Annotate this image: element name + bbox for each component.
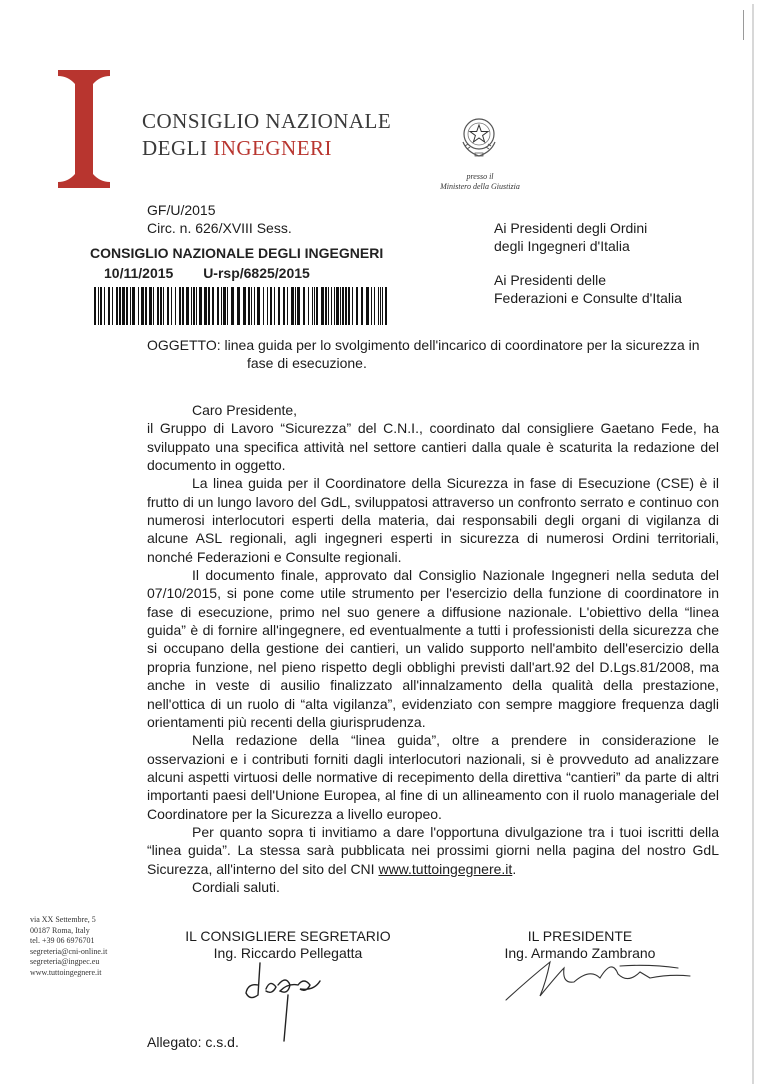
org-name-highlight: INGEGNERI (213, 136, 333, 160)
recipients (494, 219, 682, 307)
republic-emblem-icon (455, 112, 503, 160)
barcode-bar (348, 287, 350, 325)
barcode-bar (340, 287, 341, 325)
address-pec: segreteria@ingpec.eu (30, 957, 100, 966)
barcode-bar (208, 287, 210, 325)
barcode-bar (308, 287, 309, 325)
barcode-bar (270, 287, 272, 325)
cni-logo (58, 70, 110, 188)
president-handwritten-signature (500, 948, 700, 1004)
circular-number: Circ. n. 626/XVIII Sess. (147, 220, 292, 236)
barcode-bar (175, 287, 176, 325)
barcode-bar (371, 287, 372, 325)
greeting: Caro Presidente, (192, 402, 298, 418)
barcode-bar (352, 287, 353, 325)
ministry-line2: Ministero della Giustizia (440, 182, 520, 191)
barcode-bar (334, 287, 335, 325)
barcode-bar (303, 287, 305, 325)
barcode-bar (385, 287, 387, 325)
barcode-bar (116, 287, 118, 325)
barcode-bar (361, 287, 363, 325)
barcode-bar (231, 287, 234, 325)
barcode-bar (325, 287, 327, 325)
barcode-bar (167, 287, 169, 325)
secretary-handwritten-signature (228, 955, 338, 1045)
barcode-bar (138, 287, 139, 325)
address-website: www.tuttoingegnere.it (30, 967, 102, 977)
ministry-caption (410, 172, 550, 192)
barcode-bar (380, 287, 381, 325)
stamp-protocol: U-rsp/6825/2015 (203, 265, 310, 281)
barcode-bar (191, 287, 192, 325)
scan-edge (752, 4, 754, 1084)
barcode-bar (108, 287, 110, 325)
barcode-bar (141, 287, 144, 325)
stamp-row (90, 264, 383, 282)
barcode-bar (283, 287, 285, 325)
barcode-bar (186, 287, 189, 325)
body-paragraph-last: Per quanto sopra ti invitiamo a dare l'opportuna divulgazione tra i tuoi iscritti della “linea guida”. La stessa sarà pubblicata nei prossimi giorni nella pagina del nostro GdL Sicurezza, all'interno del sito del CNI www.tuttoingegnere.it. (147, 823, 719, 877)
ministry-line1: presso il (466, 172, 494, 181)
subject-line2: fase di esecuzione. (247, 355, 367, 371)
address-email: segreteria@cni-online.it (30, 946, 108, 956)
barcode-bar (366, 287, 369, 325)
body-paragraph: Il documento finale, approvato dal Consiglio Nazionale Ingegneri nella seduta del 07/10/2015, si pone come utile strumento per l'esercizio della funzione di coordinatore in fase di esecuzione, primo nel suo genere a diffusione nazionale. L'obiettivo della “linea guida” è di fornire all'ingegnere, ed eventualmente a tutti i professionisti della sicurezza che si occupano della gestione dei cantieri, un valido supporto nell'ambito dell'esercizio della propria funzione, nel pieno rispetto degli obblighi previsti dall'art.92 del D.Lgs.81/2008, ma anche in veste di ausilio finalizzato all'innalzamento della qualità della prestazione, nell'ottica di un ruolo di “alta vigilanza”, evidenziato con sempre maggiore frequenza dagli orientamenti più recenti della giurisprudenza. (147, 567, 719, 730)
address-line: tel. +39 06 6976701 (30, 936, 95, 945)
address-line: 00187 Roma, Italy (30, 925, 90, 935)
reference-block (147, 201, 292, 237)
barcode-bar (149, 287, 152, 325)
scan-edge-mark (743, 10, 744, 40)
contact-address (30, 915, 107, 978)
barcode-bar (251, 287, 252, 325)
barcode-bar (342, 287, 344, 325)
reference-code: GF/U/2015 (147, 202, 216, 218)
address-line: via XX Settembre, 5 (30, 915, 96, 924)
recipient-line: degli Ingegneri d'Italia (494, 238, 630, 254)
website-link[interactable]: www.tuttoingegnere.it (378, 860, 513, 877)
barcode-bar (254, 287, 255, 325)
barcode-bar (100, 287, 102, 325)
recipient-line: Ai Presidenti degli Ordini (494, 220, 648, 236)
barcode-bar (94, 287, 96, 325)
barcode-bar (217, 287, 219, 325)
barcode-bar (314, 287, 315, 325)
barcode-bar (345, 287, 347, 325)
barcode-bar (182, 287, 184, 325)
body-paragraph: il Gruppo di Lavoro “Sicurezza” del C.N.I., coordinato dal consigliere Gaetano Fede, ha sviluppato una specifica attività nel settore cantieri dalla quale è scaturita la redazione del documento in oggetto. (147, 420, 719, 474)
body-paragraph: La linea guida per il Coordinatore della Sicurezza in fase di Esecuzione (CSE) è il frutto di un lungo lavoro del GdL, sviluppatosi attraverso un confronto serrato e continuo con numerosi interlocutori esperti della materia, dai responsabili degli organi di vigilanza di alcune ASL regionali, agli ingegneri esperti in sicurezza di numerosi Ordini territoriali, nonché Federazioni e Consulte regionali. (147, 475, 719, 565)
secretary-title: IL CONSIGLIERE SEGRETARIO (185, 928, 391, 944)
attachment-note: Allegato: c.s.d. (147, 1034, 239, 1050)
barcode-bar (157, 287, 159, 325)
barcode-bar (163, 287, 164, 325)
protocol-barcode (92, 287, 390, 325)
barcode-bar (223, 287, 226, 325)
subject-line1 (147, 336, 722, 354)
barcode-bar (160, 287, 162, 325)
barcode-bar (132, 287, 135, 325)
barcode-bar (263, 287, 264, 325)
barcode-bar (145, 287, 147, 325)
barcode-bar (312, 287, 313, 325)
barcode-bar (193, 287, 195, 325)
barcode-bar (122, 287, 125, 325)
letter-body (147, 401, 719, 896)
last-paragraph-text: Per quanto sopra ti invitiamo a dare l'opportuna divulgazione tra i tuoi iscritti della “linea guida”. La stessa sarà pubblicata nei prossimi giorni nella pagina del nostro GdL Sicurezza, all'interno del sito del CNI (147, 823, 719, 877)
barcode-bar (321, 287, 324, 325)
barcode-bar (98, 287, 99, 325)
barcode-bar (316, 287, 318, 325)
barcode-bar (274, 287, 275, 325)
barcode-bar (227, 287, 228, 325)
barcode-bar (287, 287, 288, 325)
subject-label: OGGETTO: (147, 337, 221, 353)
barcode-bar (104, 287, 105, 325)
barcode-bar (378, 287, 379, 325)
barcode-bar (130, 287, 131, 325)
barcode-bar (243, 287, 246, 325)
org-name-line1: CONSIGLIO NAZIONALE (142, 109, 392, 133)
president-name: Ing. Armando Zambrano (504, 945, 656, 961)
subject (147, 336, 722, 372)
barcode-bar (356, 287, 358, 325)
recipient-line: Federazioni e Consulte d'Italia (494, 290, 682, 306)
barcode-bar (382, 287, 383, 325)
barcode-bar (112, 287, 113, 325)
recipient-line: Ai Presidenti delle (494, 272, 607, 288)
barcode-bar (291, 287, 294, 325)
barcode-bar (328, 287, 329, 325)
barcode-bar (267, 287, 268, 325)
barcode-bar (297, 287, 300, 325)
barcode-bar (237, 287, 240, 325)
body-paragraph: Nella redazione della “linea guida”, oltre a prendere in considerazione le osservazioni e i contributi forniti dagli interlocutori nazionali, si è provveduto ad analizzare alcuni aspetti virtuosi delle normative di recepimento della direttiva “cantieri” da parte di altri importanti paesi dell'Unione Europea, al fine di un allineamento con il ruolo manageriale del Coordinatore per la Sicurezza a livello europeo. (147, 732, 719, 822)
protocol-stamp (90, 244, 383, 282)
org-name-line2 (142, 135, 391, 162)
stamp-date: 10/11/2015 (104, 265, 174, 281)
barcode-bar (153, 287, 154, 325)
barcode-bar (204, 287, 207, 325)
barcode-bar (257, 287, 260, 325)
barcode-bar (295, 287, 296, 325)
president-title: IL PRESIDENTE (527, 928, 633, 944)
barcode-bar (212, 287, 214, 325)
barcode-bar (374, 287, 375, 325)
barcode-bar (196, 287, 197, 325)
secretary-name: Ing. Riccardo Pellegatta (213, 945, 363, 961)
org-name-prefix: DEGLI (142, 136, 208, 160)
barcode-bar (248, 287, 250, 325)
barcode-bar (331, 287, 332, 325)
barcode-bar (199, 287, 202, 325)
org-name (142, 108, 391, 162)
barcode-bar (126, 287, 128, 325)
barcode-bar (179, 287, 181, 325)
subject-text: linea guida per lo svolgimento dell'incarico di coordinatore per la sicurezza in (224, 337, 700, 353)
barcode-bar (278, 287, 280, 325)
barcode-bar (119, 287, 121, 325)
barcode-bar (221, 287, 222, 325)
barcode-bar (336, 287, 339, 325)
stamp-org: CONSIGLIO NAZIONALE DEGLI INGEGNERI (90, 245, 384, 261)
barcode-bar (171, 287, 172, 325)
closing: Cordiali saluti. (192, 878, 280, 895)
